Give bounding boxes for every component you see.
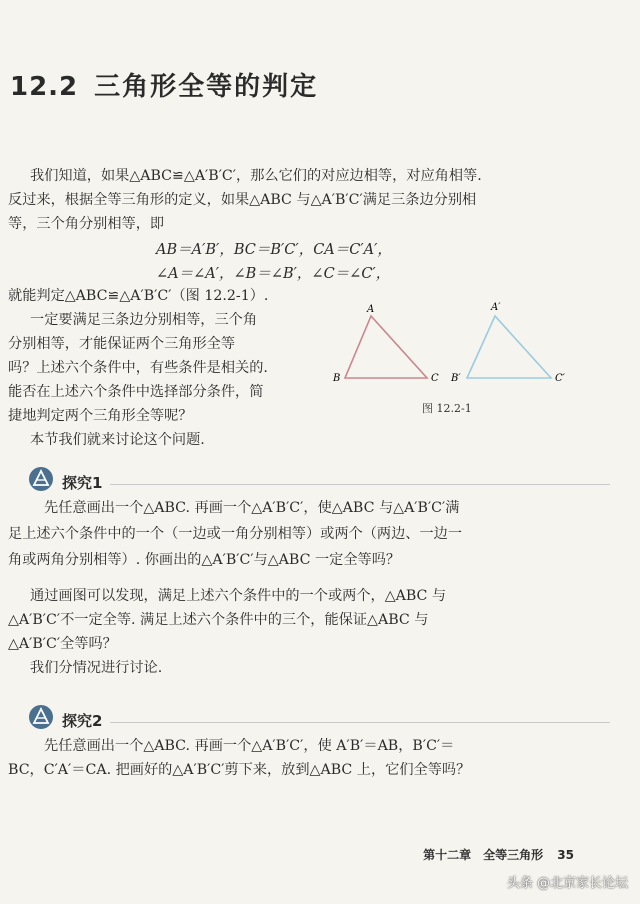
- explore-2-line-2: BC，C′A′＝CA. 把画好的△A′B′C′剪下来，放到△ABC 上，它们全等吗？: [8, 762, 471, 778]
- label-a-prime: A′: [491, 302, 501, 313]
- triangle-abc: [345, 316, 427, 378]
- watermark: 头条 @北京家长论坛: [506, 876, 628, 891]
- discussion-line-4: 我们分情况进行讨论.: [30, 660, 163, 676]
- figure-triangles: [325, 298, 585, 393]
- discussion-line-2: △A′B′C′不一定全等. 满足上述六个条件中的三个，能保证△ABC 与: [8, 612, 429, 628]
- explore-1-line-3: 角或两角分别相等）. 你画出的△A′B′C′与△ABC 一定全等吗？: [8, 552, 401, 568]
- formula-angles: ∠A＝∠A′，∠B＝∠B′，∠C＝∠C′，: [156, 266, 391, 282]
- section-title: [10, 66, 318, 103]
- footer-chapter: 第十二章 全等三角形: [423, 848, 544, 862]
- label-a: A: [367, 304, 375, 315]
- explore-1-line-2: 足上述六个条件中的一个（一边或一角分别相等）或两个（两边、一边一: [8, 526, 463, 542]
- explore-2-divider: [110, 722, 610, 723]
- intro-line-5: 一定要满足三条边分别相等，三个角: [30, 312, 258, 328]
- intro-line-2: 反过来，根据全等三角形的定义，如果△ABC 与△A′B′C′满足三条边分别相: [8, 192, 477, 208]
- explore-icon: [28, 704, 54, 730]
- explore-icon: [28, 466, 54, 492]
- intro-line-3: 等，三个角分别相等，即: [8, 216, 165, 232]
- label-b: B: [333, 373, 341, 384]
- intro-line-9: 捷地判定两个三角形全等呢？: [8, 408, 193, 424]
- intro-line-6: 分别相等，才能保证两个三角形全等: [8, 336, 236, 352]
- intro-line-7: 吗？上述六个条件中，有些条件是相关的.: [8, 360, 268, 376]
- explore-1-label: 探究1: [62, 474, 103, 492]
- section-title-text: 三角形全等的判定: [94, 72, 319, 102]
- intro-line-10: 本节我们就来讨论这个问题.: [30, 432, 205, 448]
- explore-2-line-1: 先任意画出一个△ABC. 再画一个△A′B′C′，使 A′B′＝AB，B′C′＝: [44, 738, 455, 754]
- explore-1-divider: [110, 484, 610, 485]
- label-c: C: [431, 373, 439, 384]
- label-c-prime: C′: [555, 373, 565, 384]
- label-b-prime: B′: [451, 373, 461, 384]
- discussion-line-1: 通过画图可以发现，满足上述六个条件中的一个或两个，△ABC 与: [30, 588, 447, 604]
- figure-caption: 图 12.2-1: [422, 402, 472, 415]
- formula-sides: AB＝A′B′，BC＝B′C′，CA＝C′A′，: [156, 242, 392, 258]
- intro-line-1: 我们知道，如果△ABC≌△A′B′C′，那么它们的对应边相等，对应角相等.: [30, 168, 482, 184]
- intro-line-8: 能否在上述六个条件中选择部分条件，简: [8, 384, 264, 400]
- explore-2-label: 探究2: [62, 712, 103, 730]
- triangle-a-prime-b-prime-c-prime: [467, 316, 551, 378]
- page-number: 35: [557, 848, 574, 862]
- discussion-line-3: △A′B′C′全等吗？: [8, 636, 117, 652]
- section-number: 12.2: [10, 72, 79, 102]
- page-footer: [423, 846, 574, 863]
- explore-1-line-1: 先任意画出一个△ABC. 再画一个△A′B′C′，使△ABC 与△A′B′C′满: [44, 500, 460, 516]
- intro-line-4: 就能判定△ABC≌△A′B′C′（图 12.2-1）.: [8, 288, 269, 304]
